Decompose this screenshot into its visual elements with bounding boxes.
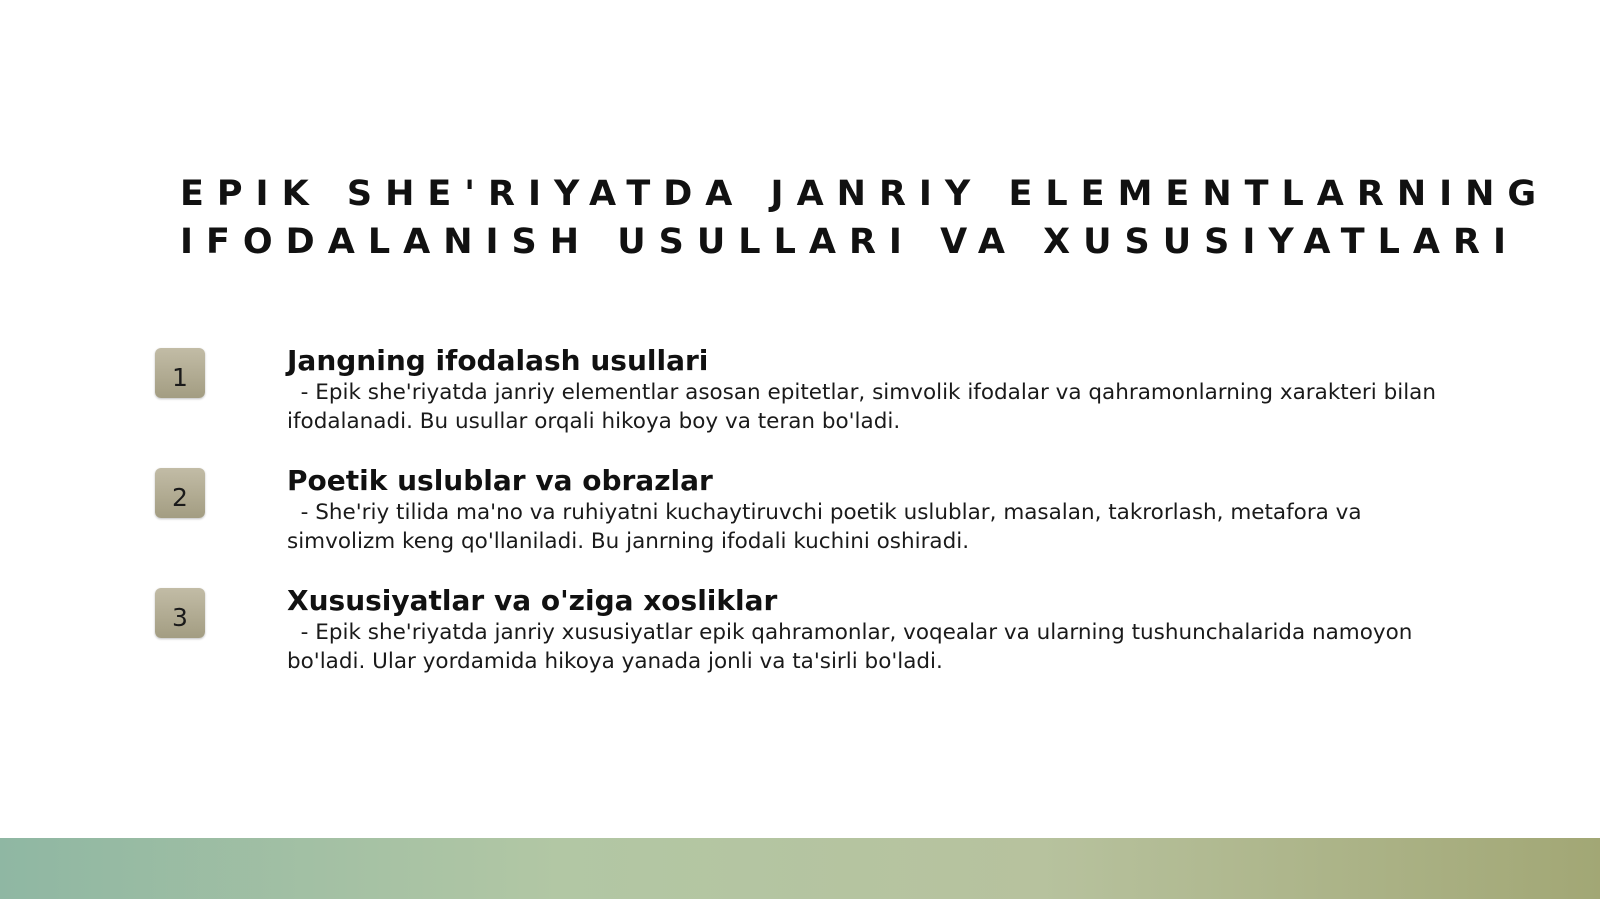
item-description-1: - Epik she'riyatda janriy elementlar asosan epitetlar, simvolik ifodalar va qahramonlarning xarakteri bilan ifodalanadi. Bu usullar orqali hikoya boy va teran bo'ladi. bbox=[287, 380, 1443, 434]
item-heading-1: Jangning ifodalash usullari bbox=[287, 344, 709, 377]
item-heading-3: Xususiyatlar va o'ziga xosliklar bbox=[287, 584, 778, 617]
item-text-1 bbox=[287, 344, 1467, 436]
slide-title bbox=[180, 170, 1580, 266]
slide-title-line-2: IFODALANISH USULLARI VA XUSUSIYATLARI bbox=[180, 222, 1519, 262]
item-text-2 bbox=[287, 464, 1467, 556]
number-badge-3: 3 bbox=[155, 588, 205, 638]
number-badge-2: 2 bbox=[155, 468, 205, 518]
item-text-3 bbox=[287, 584, 1467, 676]
item-description-3: - Epik she'riyatda janriy xususiyatlar epik qahramonlar, voqealar va ularning tushunchalarida namoyon bo'ladi. Ular yordamida hikoya yanada jonli va ta'sirli bo'ladi. bbox=[287, 620, 1420, 674]
decorative-bottom-band bbox=[0, 838, 1600, 899]
number-badge-1: 1 bbox=[155, 348, 205, 398]
slide-title-line-1: EPIK SHE'RIYATDA JANRIY ELEMENTLARNING bbox=[180, 174, 1550, 214]
item-heading-2: Poetik uslublar va obrazlar bbox=[287, 464, 713, 497]
item-description-2: - She'riy tilida ma'no va ruhiyatni kuchaytiruvchi poetik uslublar, masalan, takrorlash, metafora va simvolizm keng qo'llaniladi. Bu janrning ifodali kuchini oshiradi. bbox=[287, 500, 1369, 554]
